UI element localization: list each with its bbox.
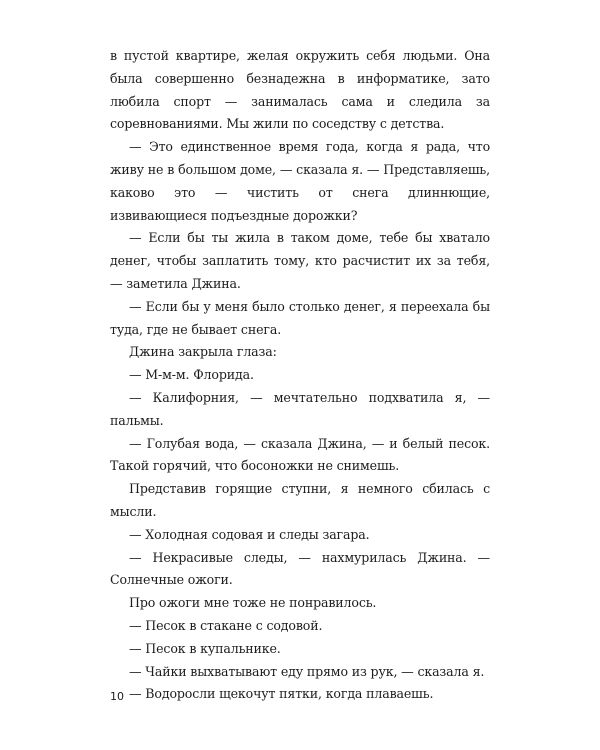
body-text <box>110 45 490 706</box>
paragraph: Представив горящие ступни, я немного сбилась с мысли. <box>110 481 490 519</box>
paragraph: — Холодная содовая и следы загара. <box>129 526 370 542</box>
paragraph: Джина закрыла глаза: <box>129 344 277 360</box>
page-number: 10 <box>110 690 124 703</box>
paragraph: — М-м-м. Флорида. <box>129 367 254 383</box>
paragraph: — Песок в купальнике. <box>129 640 281 656</box>
paragraph: в пустой квартире, желая окружить себя людьми. Она была совершенно безнадежна в информатике, зато любила спорт — занималась сама и следила за соревнованиями. Мы жили по соседству с детства. <box>110 48 490 132</box>
paragraph: — Если бы у меня было столько денег, я переехала бы туда, где не бывает снега. <box>110 298 490 337</box>
paragraph: Про ожоги мне тоже не понравилось. <box>129 595 377 611</box>
paragraph: — Чайки выхватывают еду прямо из рук, — сказала я. <box>129 663 485 679</box>
paragraph: — Голубая вода, — сказала Джина, — и белый песок. Такой горячий, что босоножки не снимешь. <box>110 435 490 474</box>
paragraph: — Это единственное время года, когда я рада, что живу не в большом доме, — сказала я. — Представляешь, каково это — чистить от снега длиннющие, извивающиеся подъездные дорожки? <box>110 139 490 223</box>
paragraph: — Калифорния, — мечтательно подхватила я, — пальмы. <box>110 389 490 428</box>
paragraph: — Песок в стакане с содовой. <box>129 617 323 633</box>
paragraph: — Если бы ты жила в таком доме, тебе бы хватало денег, чтобы заплатить тому, кто расчистит их за тебя, — заметила Джина. <box>110 230 490 291</box>
paragraph: — Некрасивые следы, — нахмурилась Джина. — Солнечные ожоги. <box>110 549 490 588</box>
paragraph: — Водоросли щекочут пятки, когда плаваешь. <box>129 686 434 702</box>
